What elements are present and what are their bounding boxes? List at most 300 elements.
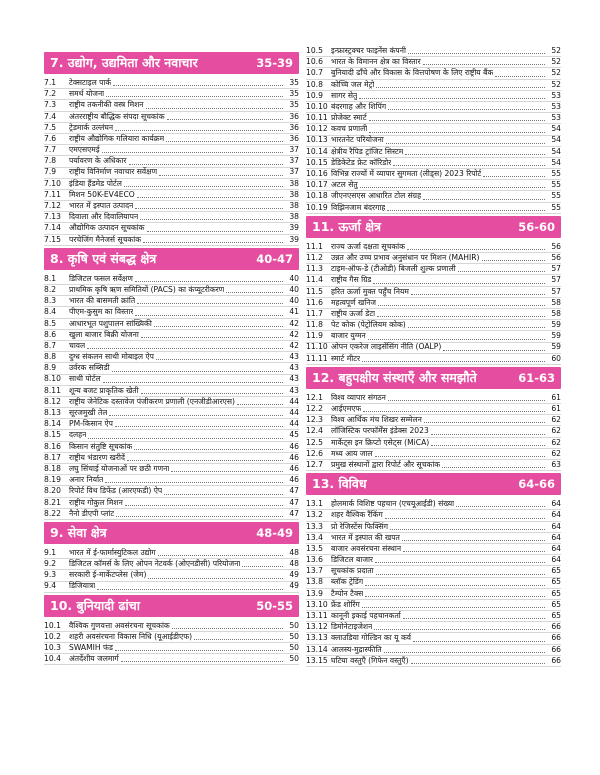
toc-entry[interactable] [306, 522, 561, 533]
entry-page-number: 40 [289, 284, 299, 294]
entry-page-number: 38 [289, 201, 299, 211]
dot-leader [363, 411, 545, 412]
dot-leader [154, 326, 283, 327]
toc-entry[interactable] [306, 533, 561, 544]
section-header [306, 216, 561, 238]
entry-title: राष्ट्रीय जेनेटिक दस्तावेज पंजीकरण प्रणाली (एनजीडीआरएस) [69, 396, 235, 406]
section-title: 7. उद्योग, उद्यमिता और नवाचार [50, 55, 198, 70]
entry-title: डिजिटल कॉमर्स के लिए ओपन नेटवर्क (ओएनडीसी) परियोजना [69, 559, 241, 569]
toc-entry[interactable] [44, 223, 299, 234]
entry-number: 10.9 [306, 90, 323, 100]
toc-entry[interactable] [306, 354, 561, 365]
toc-entry[interactable] [306, 287, 561, 298]
toc-entry[interactable] [306, 275, 561, 286]
section-header [306, 367, 561, 389]
toc-entry[interactable] [44, 386, 299, 397]
entry-page-number: 62 [551, 415, 561, 425]
dot-leader [482, 260, 546, 261]
entry-title: अंतर्देशीय जलमार्ग [69, 654, 119, 664]
entry-page-number: 37 [289, 156, 299, 166]
entry-page-number: 59 [551, 342, 561, 352]
entry-number: 10.17 [306, 180, 328, 190]
entry-title: ब्लॉक ट्रेडिंग [331, 577, 364, 587]
entry-page-number: 62 [551, 448, 561, 458]
toc-entry[interactable] [44, 464, 299, 475]
entry-number: 7.14 [44, 223, 61, 233]
dot-leader [431, 445, 545, 446]
entry-number: 13.9 [306, 588, 323, 598]
toc-entry[interactable] [306, 57, 561, 68]
toc-entry[interactable] [44, 112, 299, 123]
entry-title: बुनियादी ढाँचे और विकास के वित्तपोषण के लिए राष्ट्रीय बैंक [331, 68, 494, 78]
dot-leader [237, 404, 283, 405]
dot-leader [105, 482, 283, 483]
right-column [306, 46, 561, 667]
entry-number: 12.6 [306, 448, 323, 458]
toc-entry[interactable] [306, 426, 561, 437]
entry-title: डिजिटल फसल सर्वेक्षण [69, 273, 133, 283]
dot-leader [362, 607, 545, 608]
toc-entry[interactable] [306, 46, 561, 57]
entry-number: 11.4 [306, 275, 323, 285]
entry-page-number: 59 [551, 331, 561, 341]
entry-number: 11.2 [306, 252, 323, 262]
entry-page-number: 43 [289, 352, 299, 362]
dot-leader [159, 175, 283, 176]
section-header [44, 52, 299, 74]
dot-leader [405, 154, 545, 155]
entry-title: बाजार अवसंरचना संस्थान [331, 543, 402, 553]
entry-number: 12.4 [306, 426, 323, 436]
toc-entry[interactable] [44, 319, 299, 330]
dot-leader [116, 516, 283, 517]
entry-title: दुग्ध संकलन साथी मोबाइल ऐप [69, 352, 154, 362]
entry-page-number: 56 [551, 252, 561, 262]
toc-entry[interactable] [306, 510, 561, 521]
dot-leader [141, 337, 283, 338]
entry-page-number: 64 [551, 543, 561, 553]
entry-title: परचेजिंग मैनेजर्स सूचकांक [69, 234, 142, 244]
section-header [44, 522, 299, 544]
entry-title: प्राथमिक कृषि ऋण समितियों (PACS) का कंप्यूटरीकरण [69, 284, 225, 294]
toc-entry[interactable] [306, 566, 561, 577]
entry-number: 10.13 [306, 135, 328, 145]
toc-entry[interactable] [44, 145, 299, 156]
entry-page-number: 35 [289, 77, 299, 87]
entry-title: चावल [69, 340, 86, 350]
entry-title: आधारभूत पशुपालन सांख्यिकी [69, 318, 152, 328]
entry-number: 8.18 [44, 463, 61, 473]
entry-number: 9.3 [44, 570, 57, 580]
entry-page-number: 64 [551, 555, 561, 565]
entry-number: 11.8 [306, 320, 323, 330]
entry-title: वैश्विक गुणवत्ता अवसंरचना सूचकांक [69, 620, 170, 630]
toc-entry[interactable] [44, 498, 299, 509]
dot-leader [403, 618, 545, 619]
toc-entry[interactable] [306, 191, 561, 202]
toc-entry[interactable] [306, 633, 561, 644]
entry-title: राष्ट्रीय गोकुल मिशन [69, 497, 123, 507]
toc-entry[interactable] [44, 363, 299, 374]
entry-page-number: 64 [551, 532, 561, 542]
dot-leader [495, 76, 545, 77]
toc-entry[interactable] [44, 123, 299, 134]
entry-page-number: 39 [289, 223, 299, 233]
toc-entry[interactable] [44, 89, 299, 100]
entry-title: समर्थ योजना [69, 89, 105, 99]
entry-title: सरकारी ई-मार्केटप्लेस (जेम) [69, 570, 147, 580]
dot-leader [456, 506, 545, 507]
entry-page-number: 44 [289, 419, 299, 429]
entry-number: 13.4 [306, 532, 323, 542]
toc-entry[interactable] [44, 509, 299, 520]
entry-page-number: 65 [551, 577, 561, 587]
section-title: 8. कृषि एवं संबद्ध क्षेत्र [50, 250, 157, 266]
entry-title: आलस्य-मुद्रास्फीति [331, 644, 382, 654]
entry-page-number: 44 [289, 396, 299, 406]
entry-page-number: 60 [551, 353, 561, 363]
toc-entry[interactable] [306, 544, 561, 555]
entry-number: 10.1 [44, 620, 61, 630]
left-column [44, 50, 299, 665]
toc-entry[interactable] [44, 375, 299, 386]
entry-page-number: 40 [289, 296, 299, 306]
entry-number: 7.1 [44, 77, 57, 87]
entry-number: 8.2 [44, 284, 57, 294]
entry-title: राष्ट्रीय ऊर्जा डेटा [331, 308, 376, 318]
entry-page-number: 65 [551, 566, 561, 576]
dot-leader [113, 85, 283, 86]
toc-entry[interactable] [306, 589, 561, 600]
entry-title: ट्रेडमार्क उल्लंघन [69, 122, 114, 132]
entry-number: 11.9 [306, 331, 323, 341]
entry-number: 8.5 [44, 318, 57, 328]
toc-entry[interactable] [306, 180, 561, 191]
dot-leader [226, 292, 283, 293]
toc-entry[interactable] [306, 611, 561, 622]
dot-leader [121, 661, 283, 662]
entry-title: डिजियात्रा [69, 581, 96, 591]
toc-entry[interactable] [306, 91, 561, 102]
dot-leader [376, 87, 545, 88]
entry-title: मार्केट्स इन क्रिप्टो एसेट्स (MiCA) [331, 437, 430, 447]
section-title: 11. ऊर्जा क्षेत्र [312, 218, 382, 234]
dot-leader [171, 471, 283, 472]
dot-leader [393, 165, 545, 166]
dot-leader [359, 98, 545, 99]
toc-entry[interactable] [44, 285, 299, 296]
entry-number: 13.3 [306, 521, 323, 531]
toc-entry[interactable] [44, 486, 299, 497]
entry-number: 7.6 [44, 133, 57, 143]
entry-number: 13.10 [306, 599, 328, 609]
dot-leader [369, 120, 545, 121]
toc-entry[interactable] [44, 341, 299, 352]
toc-entry[interactable] [306, 499, 561, 510]
entry-title: PM-किसान ऐप [69, 419, 113, 429]
toc-entry[interactable] [306, 169, 561, 180]
entry-title: विझिनजाम बंदरगाह [331, 202, 386, 212]
entry-title: मध्य आय जाल [331, 448, 373, 458]
toc-entry[interactable] [44, 548, 299, 559]
dot-leader [242, 566, 283, 567]
entry-title: राष्ट्रीय औद्योगिक गलियारा कार्यक्रम [69, 133, 165, 143]
entry-title: प्रमुख संस्थानों द्वारा रिपोर्ट और सूचकांक [331, 459, 441, 469]
entry-number: 8.19 [44, 475, 61, 485]
toc-entry[interactable] [44, 179, 299, 190]
entry-title: बंदरगाह और शिपिंग [331, 101, 387, 111]
toc-entry[interactable] [44, 632, 299, 643]
entry-title: कवच प्रणाली [331, 124, 368, 134]
section-page-range: 50-55 [256, 598, 293, 613]
entry-number: 7.11 [44, 189, 61, 199]
toc-entry[interactable] [44, 559, 299, 570]
entry-number: 13.5 [306, 543, 323, 553]
toc-entry[interactable] [306, 113, 561, 124]
entry-title: दिवाला और दिवालियापन [69, 212, 139, 222]
entry-title: उर्वरक सब्सिडी [69, 363, 110, 373]
toc-entry[interactable] [44, 408, 299, 419]
toc-entry[interactable] [306, 393, 561, 404]
entry-page-number: 54 [551, 124, 561, 134]
entry-page-number: 43 [289, 374, 299, 384]
toc-entry[interactable] [306, 438, 561, 449]
toc-entry[interactable] [306, 264, 561, 275]
toc-entry[interactable] [306, 320, 561, 331]
toc-entry[interactable] [44, 442, 299, 453]
toc-entry[interactable] [306, 80, 561, 91]
toc-entry[interactable] [306, 622, 561, 633]
dot-leader [413, 641, 545, 642]
toc-entry[interactable] [44, 475, 299, 486]
entry-title: राष्ट्रीय तकनीकी वस्त्र मिशन [69, 100, 144, 110]
toc-entry[interactable] [306, 656, 561, 667]
entry-number: 8.22 [44, 508, 61, 518]
toc-entry[interactable] [44, 190, 299, 201]
toc-entry[interactable] [306, 578, 561, 589]
dot-leader [442, 467, 545, 468]
toc-entry[interactable] [306, 203, 561, 214]
entry-title: SWAMIH फंड [69, 643, 113, 653]
entry-page-number: 48 [289, 559, 299, 569]
entry-title: राष्ट्रीय विनिर्माण नवाचार सर्वेक्षण [69, 167, 158, 177]
entry-number: 12.5 [306, 437, 323, 447]
entry-title: भारतनेट परियोजना [331, 135, 384, 145]
entry-page-number: 54 [551, 135, 561, 145]
toc-entry[interactable] [306, 147, 561, 158]
dot-leader [129, 164, 283, 165]
dot-leader [365, 596, 545, 597]
toc-entry[interactable] [44, 352, 299, 363]
toc-entry[interactable] [306, 600, 561, 611]
entry-number: 8.15 [44, 430, 61, 440]
toc-entry[interactable] [44, 78, 299, 89]
entry-number: 13.15 [306, 655, 328, 665]
entry-number: 10.12 [306, 124, 328, 134]
entry-number: 7.4 [44, 111, 57, 121]
entry-page-number: 52 [551, 45, 561, 55]
entry-page-number: 38 [289, 189, 299, 199]
entry-page-number: 53 [551, 90, 561, 100]
entry-number: 7.7 [44, 145, 57, 155]
entry-page-number: 47 [289, 497, 299, 507]
dot-leader [109, 415, 283, 416]
toc-entry[interactable] [44, 430, 299, 441]
entry-number: 9.1 [44, 547, 57, 557]
entry-number: 8.14 [44, 419, 61, 429]
section-title: 12. बहुपक्षीय संस्थाएँ और समझौते [312, 369, 477, 385]
toc-entry[interactable] [306, 309, 561, 320]
section-title: 10. बुनियादी ढांचा [50, 597, 140, 613]
entry-title: खुला बाजार बिक्री योजना [69, 329, 139, 339]
entry-title: भारत में इस्पात उत्पादन [69, 201, 134, 211]
entry-page-number: 50 [289, 620, 299, 630]
toc-entry[interactable] [44, 134, 299, 145]
entry-title: कानूनी इकाई पहचानकर्ता [331, 611, 401, 621]
toc-entry[interactable] [44, 201, 299, 212]
entry-title: बाजार युग्मन [331, 331, 366, 341]
entry-page-number: 36 [289, 111, 299, 121]
toc-entry[interactable] [44, 100, 299, 111]
toc-entry[interactable] [306, 449, 561, 460]
entry-number: 8.10 [44, 374, 61, 384]
dot-leader [458, 271, 545, 272]
toc-entry[interactable] [44, 330, 299, 341]
entry-page-number: 49 [289, 581, 299, 591]
entry-number: 11.1 [306, 241, 323, 251]
toc-entry[interactable] [44, 453, 299, 464]
dot-leader [360, 187, 545, 188]
entry-number: 8.6 [44, 329, 57, 339]
entry-page-number: 47 [289, 508, 299, 518]
toc-entry[interactable] [306, 253, 561, 264]
entry-title: जीएनएसएस आधारित टोल संग्रह [331, 191, 422, 201]
entry-title: स्मार्ट मीटर [331, 353, 361, 363]
toc-entry[interactable] [44, 643, 299, 654]
toc-entry[interactable] [44, 582, 299, 593]
toc-entry[interactable] [306, 415, 561, 426]
entry-page-number: 54 [551, 157, 561, 167]
dot-leader [156, 359, 283, 360]
toc-entry[interactable] [44, 307, 299, 318]
entry-title: सूरजमुखी तेल [69, 408, 108, 418]
dot-leader [172, 628, 283, 629]
entry-title: दलहन [69, 430, 87, 440]
toc-entry[interactable] [306, 242, 561, 253]
dot-leader [140, 219, 283, 220]
dot-leader [368, 339, 545, 340]
toc-entry[interactable] [44, 397, 299, 408]
entry-number: 13.13 [306, 633, 328, 643]
toc-entry[interactable] [44, 296, 299, 307]
entry-page-number: 36 [289, 133, 299, 143]
entry-number: 11.7 [306, 308, 323, 318]
entry-number: 10.2 [44, 631, 61, 641]
entry-number: 8.1 [44, 273, 57, 283]
toc-entry[interactable] [306, 343, 561, 354]
dot-leader [115, 650, 283, 651]
entry-title: फ्रेंड शोरिंग [331, 599, 360, 609]
toc-entry[interactable] [306, 68, 561, 79]
toc-entry[interactable] [44, 419, 299, 430]
entry-number: 7.13 [44, 212, 61, 222]
entry-page-number: 46 [289, 441, 299, 451]
entry-page-number: 49 [289, 570, 299, 580]
entry-title: भारत में ई-फार्मास्युटिकल उद्योग [69, 547, 156, 557]
entry-number: 8.4 [44, 307, 57, 317]
toc-entry[interactable] [44, 212, 299, 223]
entry-title: लॉजिस्टिक परफॉर्मेंस इंडेक्स 2023 [331, 426, 429, 436]
toc-entry[interactable] [306, 555, 561, 566]
entry-title: रिपोर्ट विथ डिफेंड (आरएफडी) ऐप [69, 486, 163, 496]
toc-entry[interactable] [306, 404, 561, 415]
toc-entry[interactable] [306, 460, 561, 471]
toc-entry[interactable] [306, 645, 561, 656]
toc-entry[interactable] [44, 570, 299, 581]
dot-leader [483, 176, 545, 177]
entry-number: 11.5 [306, 286, 323, 296]
entry-page-number: 65 [551, 588, 561, 598]
toc-entry[interactable] [44, 654, 299, 665]
entry-number: 9.2 [44, 559, 57, 569]
toc-entry[interactable] [44, 621, 299, 632]
toc-entry[interactable] [44, 156, 299, 167]
toc-entry[interactable] [44, 274, 299, 285]
dot-leader [135, 208, 283, 209]
entry-page-number: 52 [551, 68, 561, 78]
toc-entry[interactable] [44, 235, 299, 246]
entry-page-number: 47 [289, 486, 299, 496]
toc-entry[interactable] [306, 102, 561, 113]
toc-entry[interactable] [306, 158, 561, 169]
toc-entry[interactable] [306, 136, 561, 147]
section-title: 9. सेवा क्षेत्र [50, 524, 107, 540]
entry-page-number: 46 [289, 452, 299, 462]
entry-page-number: 46 [289, 463, 299, 473]
entry-number: 7.10 [44, 178, 61, 188]
entry-title: विभिन्न राज्यों में व्यापार सुगमता (लीड्स) 2023 रिपोर्ट [331, 169, 482, 179]
section-header [44, 248, 299, 270]
entry-page-number: 65 [551, 611, 561, 621]
section-header [44, 595, 299, 617]
entry-number: 8.11 [44, 385, 61, 395]
entry-number: 10.3 [44, 643, 61, 653]
dot-leader [424, 422, 545, 423]
toc-entry[interactable] [44, 168, 299, 179]
entry-title: राष्ट्रीय भंडारण खरीदें [69, 452, 125, 462]
entry-page-number: 42 [289, 329, 299, 339]
dot-leader [388, 400, 545, 401]
dot-leader [384, 652, 545, 653]
toc-entry[interactable] [306, 331, 561, 342]
entry-number: 10.6 [306, 57, 323, 67]
entry-number: 7.8 [44, 156, 57, 166]
entry-number: 7.5 [44, 122, 57, 132]
entry-number: 13.1 [306, 499, 323, 509]
dot-leader [97, 589, 283, 590]
dot-leader [124, 186, 283, 187]
entry-number: 11.6 [306, 297, 323, 307]
entry-number: 10.15 [306, 157, 328, 167]
dot-leader [362, 361, 545, 362]
toc-entry[interactable] [306, 124, 561, 135]
entry-title: घटिया वस्तुएँ (गिफेन वस्तुएँ) [331, 655, 409, 665]
dot-leader [390, 529, 545, 530]
dot-leader [88, 438, 283, 439]
entry-number: 7.3 [44, 100, 57, 110]
entry-page-number: 55 [551, 169, 561, 179]
toc-entry[interactable] [306, 298, 561, 309]
